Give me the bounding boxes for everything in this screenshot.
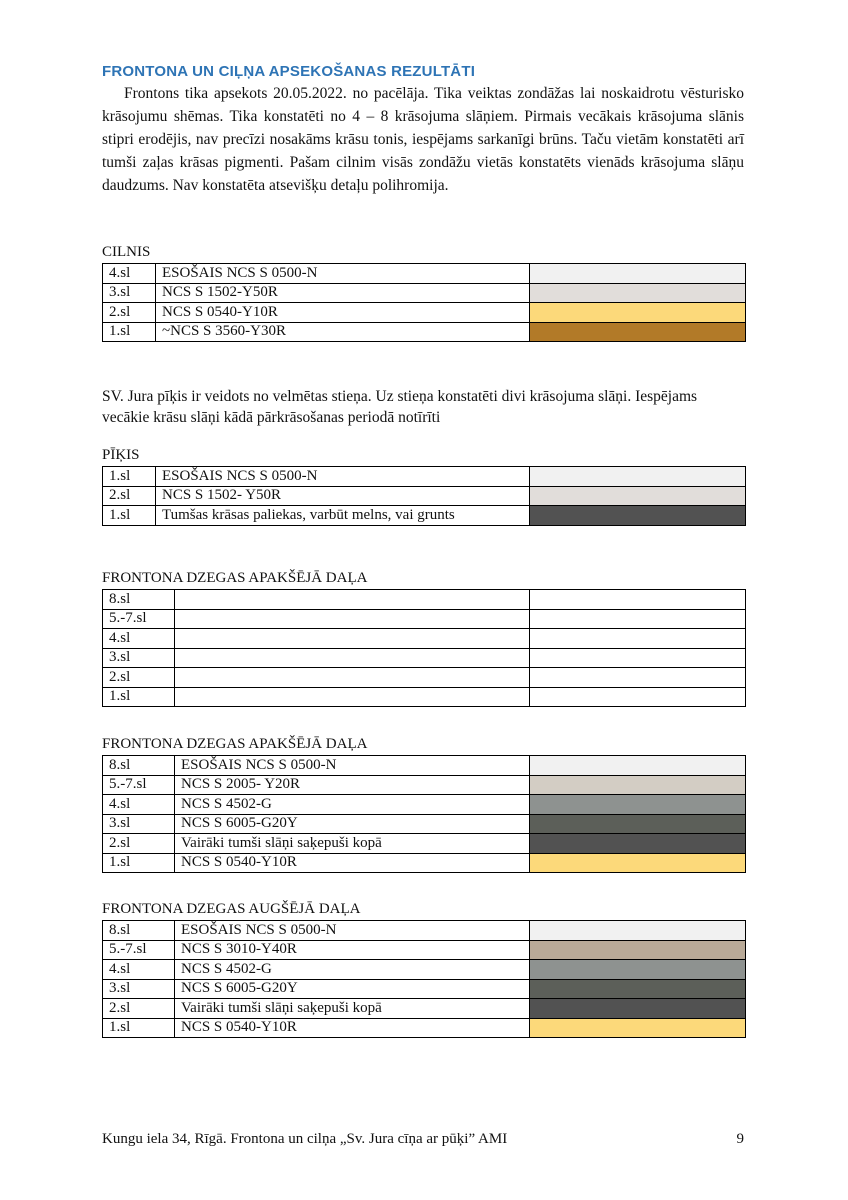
description-cell — [175, 648, 530, 668]
table-row — [103, 264, 746, 284]
layer-cell: 8.sl — [103, 921, 175, 941]
layer-cell: 1.sl — [103, 467, 156, 487]
description-cell: NCS S 2005- Y20R — [175, 775, 530, 795]
table-row — [103, 960, 746, 980]
color-swatch — [530, 960, 746, 980]
cornice-upper-table — [102, 920, 746, 1038]
table-title-cornice-lower-empty: FRONTONA DZEGAS APAKŠĒJĀ DAĻA — [102, 570, 368, 586]
table-row — [103, 853, 746, 873]
table-row — [103, 648, 746, 668]
layer-cell: 1.sl — [103, 687, 175, 707]
layer-cell: 3.sl — [103, 283, 156, 303]
table-title-cornice-lower: FRONTONA DZEGAS APAKŠĒJĀ DAĻA — [102, 736, 368, 752]
description-cell: Vairāki tumši slāņi saķepuši kopā — [175, 999, 530, 1019]
description-cell — [175, 629, 530, 649]
layer-cell: 2.sl — [103, 834, 175, 854]
layer-cell: 1.sl — [103, 1018, 175, 1038]
table-row — [103, 322, 746, 342]
color-swatch — [530, 264, 746, 284]
color-swatch — [530, 814, 746, 834]
page-number: 9 — [736, 1131, 744, 1147]
color-swatch — [530, 921, 746, 941]
table-row — [103, 668, 746, 688]
survey-paragraph: Frontons tika apsekots 20.05.2022. no pacēlāja. Tika veiktas zondāžas lai noskaidrotu vēsturisko krāsojumu shēmas. Tika konstatēti no 4 – 8 krāsojuma slāņiem. Pirmais vecākais krāsojuma slānis stipri erodējis, nav precīzi nosakāms krāsu tonis, iespējams sarkanīgi brūns. Taču vietām konstatēti arī tumši zaļas krāsas pigmenti. Pašam cilnim visās zondāžu vietās konstatēts vienāds krāsojuma slāņu daudzums. Nav konstatēta atsevišķu detaļu polihromija. — [102, 85, 744, 194]
description-cell — [175, 609, 530, 629]
description-cell: ESOŠAIS NCS S 0500-N — [156, 467, 530, 487]
table-row — [103, 795, 746, 815]
layer-cell: 8.sl — [103, 590, 175, 610]
pikis-table — [102, 466, 746, 526]
color-swatch — [530, 795, 746, 815]
color-swatch — [530, 834, 746, 854]
description-cell: NCS S 0540-Y10R — [175, 1018, 530, 1038]
layer-cell: 2.sl — [103, 668, 175, 688]
table-row — [103, 303, 746, 323]
color-swatch — [530, 648, 746, 668]
table-row — [103, 486, 746, 506]
layer-cell: 5.-7.sl — [103, 775, 175, 795]
description-cell: NCS S 6005-G20Y — [175, 979, 530, 999]
table-row — [103, 834, 746, 854]
color-swatch — [530, 775, 746, 795]
description-cell: NCS S 4502-G — [175, 795, 530, 815]
cilnis-table — [102, 263, 746, 342]
color-swatch — [530, 629, 746, 649]
table-row — [103, 775, 746, 795]
description-cell: NCS S 0540-Y10R — [175, 853, 530, 873]
layer-cell: 1.sl — [103, 853, 175, 873]
color-swatch — [530, 999, 746, 1019]
description-cell — [175, 687, 530, 707]
layer-cell: 3.sl — [103, 648, 175, 668]
color-swatch — [530, 486, 746, 506]
table-row — [103, 687, 746, 707]
page-footer — [102, 1131, 744, 1148]
layer-cell: 1.sl — [103, 322, 156, 342]
table-row — [103, 283, 746, 303]
table-row — [103, 609, 746, 629]
layer-cell: 4.sl — [103, 629, 175, 649]
description-cell: NCS S 1502- Y50R — [156, 486, 530, 506]
layer-cell: 4.sl — [103, 960, 175, 980]
layer-cell: 5.-7.sl — [103, 609, 175, 629]
color-swatch — [530, 668, 746, 688]
layer-cell: 3.sl — [103, 979, 175, 999]
table-row — [103, 756, 746, 776]
color-swatch — [530, 940, 746, 960]
table-row — [103, 940, 746, 960]
layer-cell: 2.sl — [103, 999, 175, 1019]
description-cell: NCS S 6005-G20Y — [175, 814, 530, 834]
color-swatch — [530, 283, 746, 303]
table-row — [103, 814, 746, 834]
spear-paragraph: SV. Jura pīķis ir veidots no velmētas stieņa. Uz stieņa konstatēti divi krāsojuma slāņi. Iespējams vecākie krāsu slāņi kādā pārkrāsošanas periodā notīrīti — [102, 388, 698, 426]
cornice-lower-table — [102, 755, 746, 873]
description-cell — [175, 668, 530, 688]
description-cell: ESOŠAIS NCS S 0500-N — [175, 921, 530, 941]
color-swatch — [530, 590, 746, 610]
table-title-cornice-upper: FRONTONA DZEGAS AUGŠĒJĀ DAĻA — [102, 901, 361, 917]
description-cell: ESOŠAIS NCS S 0500-N — [175, 756, 530, 776]
color-swatch — [530, 303, 746, 323]
table-row — [103, 467, 746, 487]
color-swatch — [530, 506, 746, 526]
color-swatch — [530, 756, 746, 776]
layer-cell: 4.sl — [103, 264, 156, 284]
color-swatch — [530, 979, 746, 999]
description-cell: NCS S 1502-Y50R — [156, 283, 530, 303]
table-row — [103, 979, 746, 999]
cornice-lower-empty-table — [102, 589, 746, 707]
description-cell: ~NCS S 3560-Y30R — [156, 322, 530, 342]
table-row — [103, 506, 746, 526]
table-row — [103, 629, 746, 649]
layer-cell: 3.sl — [103, 814, 175, 834]
layer-cell: 5.-7.sl — [103, 940, 175, 960]
description-cell: NCS S 3010-Y40R — [175, 940, 530, 960]
layer-cell: 2.sl — [103, 303, 156, 323]
color-swatch — [530, 853, 746, 873]
layer-cell: 1.sl — [103, 506, 156, 526]
color-swatch — [530, 687, 746, 707]
color-swatch — [530, 609, 746, 629]
layer-cell: 2.sl — [103, 486, 156, 506]
table-title-cilnis: CILNIS — [102, 244, 151, 260]
table-row — [103, 590, 746, 610]
description-cell — [175, 590, 530, 610]
layer-cell: 4.sl — [103, 795, 175, 815]
color-swatch — [530, 467, 746, 487]
description-cell: Vairāki tumši slāņi saķepuši kopā — [175, 834, 530, 854]
footer-text: Kungu iela 34, Rīgā. Frontona un cilņa „Sv. Jura cīņa ar pūķi” AMI — [102, 1131, 508, 1147]
table-row — [103, 921, 746, 941]
table-row — [103, 1018, 746, 1038]
section-heading: FRONTONA UN CIĻŅA APSEKOŠANAS REZULTĀTI — [102, 63, 476, 80]
description-cell: NCS S 0540-Y10R — [156, 303, 530, 323]
color-swatch — [530, 322, 746, 342]
description-cell: ESOŠAIS NCS S 0500-N — [156, 264, 530, 284]
description-cell: Tumšas krāsas paliekas, varbūt melns, vai grunts — [156, 506, 530, 526]
layer-cell: 8.sl — [103, 756, 175, 776]
table-title-pikis: PĪĶIS — [102, 447, 140, 463]
table-row — [103, 999, 746, 1019]
color-swatch — [530, 1018, 746, 1038]
description-cell: NCS S 4502-G — [175, 960, 530, 980]
